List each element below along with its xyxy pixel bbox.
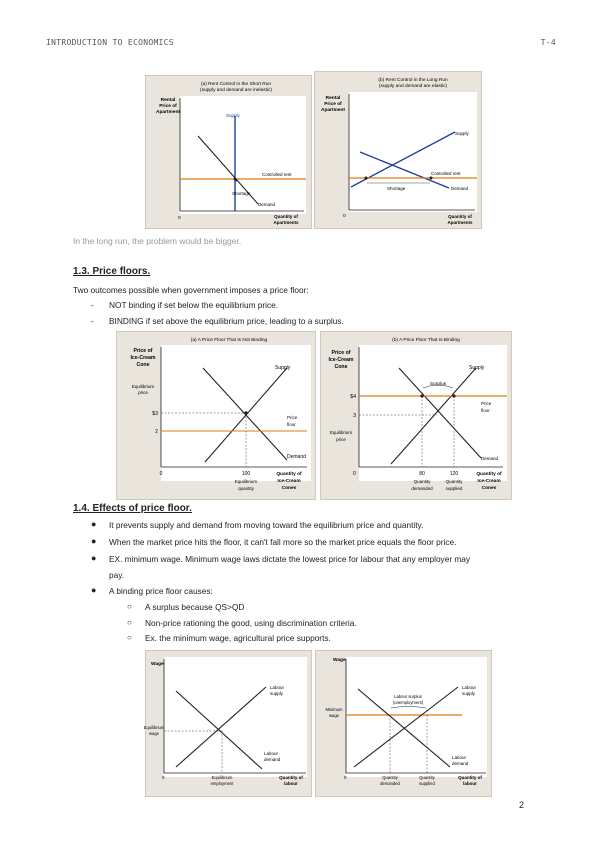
quantity-supplied-label: supplied — [419, 781, 435, 786]
labour-supply-label: supply — [462, 691, 476, 696]
list-item: EX. minimum wage. Minimum wage laws dictate the lowest price for labour that any employer may — [109, 554, 471, 564]
y-axis-label: Cone — [136, 362, 150, 368]
equilibrium-wage-label: Equilibrium — [143, 725, 165, 730]
x-axis-label: Quantity of — [279, 775, 303, 780]
price-floor-label: floor — [287, 422, 296, 427]
x-axis-label: labour — [284, 781, 298, 786]
labour-demand-label: Labour — [452, 755, 467, 760]
x-axis-label: Cones — [481, 486, 497, 491]
x-axis-label: Cones — [281, 486, 297, 491]
figure-rent-control-short-run — [145, 75, 312, 229]
minimum-wage-label: Minimum — [325, 707, 343, 712]
price-tick-4: $4 — [350, 394, 356, 400]
labour-surplus-label: (unemployment) — [392, 700, 424, 705]
figure-labour-market-equilibrium — [145, 650, 312, 797]
plot-area — [180, 96, 306, 214]
fig-title: (b) A Price Floor That Is Binding — [392, 338, 460, 343]
x-axis-label: labour — [463, 781, 477, 786]
figure-minimum-wage — [315, 650, 492, 797]
demand-label: Demand — [287, 454, 306, 460]
x-axis-label: Apartments — [447, 220, 473, 225]
demand-label: Demand — [258, 202, 276, 207]
x-axis-label: Ice-Cream — [277, 479, 301, 484]
demand-label: Demand — [481, 456, 499, 461]
x-axis-label: Quantity of — [448, 214, 472, 219]
x-axis-label: Ice-Cream — [477, 479, 501, 484]
origin-label: 0 — [343, 214, 346, 219]
price-tick-3: $3 — [152, 411, 158, 417]
labour-demand-label: demand — [452, 761, 469, 766]
labour-supply-label: Labour — [270, 685, 285, 690]
bullet: ● — [91, 519, 97, 529]
quantity-tick-80: 80 — [419, 471, 425, 477]
y-axis-label: Price of — [159, 104, 177, 109]
sub-bullet: ○ — [127, 618, 132, 627]
x-axis-label: Apartments — [273, 220, 299, 225]
equilibrium-wage-label: wage — [148, 731, 160, 736]
minimum-wage-label: wage — [328, 713, 340, 718]
price-floor-label: Price — [287, 415, 298, 420]
origin-label: 0 — [178, 216, 181, 221]
equilibrium-employment-label: employment — [210, 781, 234, 786]
header-code: T-4 — [540, 38, 556, 47]
list-item: When the market price hits the floor, it can't fall more so the market price equals the floor price. — [109, 537, 457, 547]
point — [452, 394, 455, 397]
equilibrium-employment-label: Equilibrium — [211, 775, 233, 780]
fig-title: (a) Rent Control in the Short Run — [200, 82, 272, 87]
y-axis-label: Ice-Cream — [130, 355, 156, 361]
figure-price-floor-not-binding — [116, 331, 316, 500]
point — [430, 177, 433, 180]
y-axis-label: Cone — [334, 364, 348, 370]
y-axis-label: Apartment — [156, 110, 180, 115]
quantity-demanded-label: demanded — [411, 486, 433, 491]
list-item: A binding price floor causes: — [109, 586, 213, 596]
sub-list-item: A surplus because QS>QD — [145, 602, 245, 612]
x-axis-label: Quantity of — [476, 472, 502, 477]
labour-surplus-label: Labour surplus — [394, 694, 422, 699]
price-floor-label: Price — [481, 401, 492, 406]
labour-supply-label: Labour — [462, 685, 477, 690]
point — [365, 177, 368, 180]
point — [420, 394, 423, 397]
sub-bullet: ○ — [127, 633, 132, 642]
labour-supply-label: supply — [270, 691, 284, 696]
supply-label: Supply — [455, 131, 469, 136]
list-item: BINDING if set above the equilibrium price, leading to a surplus. — [109, 316, 344, 326]
page-number: 2 — [518, 800, 524, 810]
controlled-rent-label: Controlled rent — [262, 172, 292, 177]
fig-subtitle: (supply and demand are inelastic) — [200, 88, 272, 93]
labour-demand-label: Labour — [264, 751, 279, 756]
supply-label: Supply — [275, 365, 291, 371]
x-axis-label: Quantity of — [276, 472, 302, 477]
shortage-label: Shortage — [232, 191, 251, 196]
list-item-continued: pay. — [109, 570, 125, 580]
labour-demand-label: demand — [264, 757, 281, 762]
controlled-rent-label: Controlled rent — [431, 171, 461, 176]
bullet: ● — [91, 536, 97, 546]
surplus-label: Surplus — [429, 382, 447, 387]
y-axis-label: Price of — [133, 348, 153, 354]
price-floor-label: floor — [481, 408, 490, 413]
header-title: INTRODUCTION TO ECONOMICS — [46, 38, 174, 47]
quantity-supplied-label: supplied — [445, 486, 463, 491]
equilibrium-price-label: price — [138, 390, 148, 395]
equilibrium-point — [244, 411, 248, 415]
figure-rent-control-long-run — [314, 71, 482, 229]
list-item: It prevents supply and demand from moving toward the equilibrium price and quantity. — [109, 520, 424, 530]
y-axis-label: Price of — [324, 102, 342, 107]
quantity-supplied-label: Quantity — [419, 775, 435, 780]
origin-label: 0 — [353, 471, 356, 477]
bullet: ● — [91, 585, 97, 595]
shortage-label: Shortage — [387, 186, 406, 191]
origin-label: 0 — [344, 775, 347, 780]
equilibrium-price-label: Equilibrium — [329, 430, 353, 435]
figure-price-floor-binding — [320, 331, 512, 500]
supply-label: Supply — [469, 365, 485, 371]
equilibrium-quantity-label: quantity — [238, 486, 254, 491]
section-heading-effects-of-price-floor: 1.4. Effects of price floor. — [73, 503, 192, 514]
sub-bullet: ○ — [127, 602, 132, 611]
origin-label: 0 — [159, 471, 163, 477]
price-tick-3: 3 — [353, 413, 356, 419]
point — [235, 179, 238, 182]
supply-label: Supply — [226, 113, 240, 118]
list-item: NOT binding if set below the equilibrium price. — [109, 300, 279, 310]
bullet: ● — [91, 553, 97, 563]
quantity-supplied-label: Quantity — [445, 479, 463, 484]
y-axis-label: Price of — [331, 350, 351, 356]
fig-title: (b) Rent Control in the Long Run — [378, 78, 448, 83]
fig-title: (a) A Price Floor That Is Not Binding — [190, 338, 268, 343]
x-axis-label: Quantity of — [274, 214, 298, 219]
y-axis-label: Rental — [325, 96, 341, 101]
sub-list-item: Non-price rationing the good, using discrimination criteria. — [145, 618, 357, 628]
demand-label: Demand — [451, 186, 469, 191]
equilibrium-price-label: Equilibrium — [131, 384, 155, 389]
quantity-tick-100: 100 — [241, 471, 251, 477]
figure-caption: In the long run, the problem would be bigger. — [73, 236, 242, 246]
y-axis-label: Rental — [160, 98, 176, 103]
y-axis-label: Apartment — [321, 108, 345, 113]
quantity-demanded-label: demanded — [380, 781, 400, 786]
paragraph: Two outcomes possible when government imposes a price floor: — [73, 285, 309, 295]
quantity-demanded-label: Quantity — [413, 479, 431, 484]
section-heading-price-floors: 1.3. Price floors. — [73, 266, 151, 277]
plot-area — [349, 92, 477, 212]
y-axis-label: Wage — [333, 658, 346, 663]
sub-list-item: Ex. the minimum wage, agricultural price supports. — [145, 633, 331, 643]
equilibrium-quantity-label: Equilibrium — [234, 479, 258, 484]
price-tick-2: 2 — [155, 429, 158, 435]
quantity-tick-120: 120 — [449, 471, 459, 477]
origin-label: 0 — [162, 775, 165, 780]
equilibrium-price-label: price — [336, 437, 346, 442]
x-axis-label: Quantity of — [458, 775, 482, 780]
fig-subtitle: (supply and demand are elastic) — [378, 84, 448, 89]
y-axis-label: Ice-Cream — [328, 357, 354, 363]
quantity-demanded-label: Quantity — [382, 775, 398, 780]
dash-bullet: - — [91, 300, 94, 310]
dash-bullet: - — [91, 316, 94, 326]
y-axis-label: Wage — [151, 662, 164, 667]
